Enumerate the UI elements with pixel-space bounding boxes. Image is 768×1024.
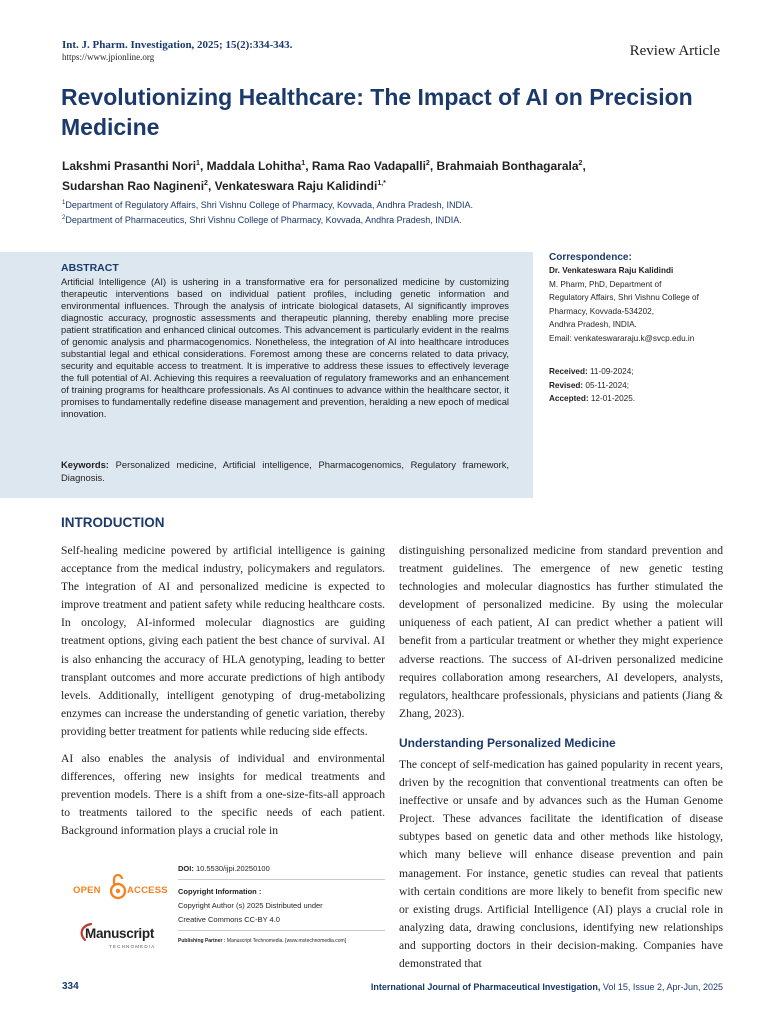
doi-label: DOI: bbox=[178, 864, 194, 873]
date-revised bbox=[549, 379, 739, 393]
affiliation-text: Department of Regulatory Affairs, Shri Vishnu College of Pharmacy, Kovvada, Andhra Pradesh, INDIA. bbox=[65, 200, 474, 210]
affiliation-mark: 2 bbox=[62, 215, 66, 221]
affiliation-item bbox=[62, 197, 702, 212]
author-affiliation-mark: 2 bbox=[204, 180, 208, 187]
copyright-heading: Copyright Information : bbox=[178, 887, 262, 896]
open-access-word: ACCESS bbox=[127, 885, 168, 896]
footer-issue: Vol 15, Issue 2, Apr-Jun, 2025 bbox=[600, 982, 723, 992]
article-title: Revolutionizing Healthcare: The Impact of AI on Precision Medicine bbox=[61, 84, 693, 140]
body-column-right bbox=[399, 542, 723, 973]
abstract-panel bbox=[0, 252, 533, 498]
date-value: 11-09-2024; bbox=[589, 367, 634, 376]
keywords bbox=[61, 459, 509, 484]
publisher-label: Publishing Partner : bbox=[178, 938, 226, 944]
doi-value[interactable]: 10.5530/ijpi.20250100 bbox=[195, 864, 270, 873]
footer-journal-name: International Journal of Pharmaceutical Investigation, bbox=[370, 982, 601, 992]
author-affiliation-mark: 2 bbox=[425, 160, 430, 167]
author-name: Rama Rao Vadapalli bbox=[311, 159, 426, 173]
affiliation-text: Department of Pharmaceutics, Shri Vishnu College of Pharmacy, Kovvada, Andhra Pradesh, INDIA. bbox=[65, 215, 462, 225]
footer-journal-info bbox=[371, 982, 723, 992]
author-name: Brahmaiah Bonthagarala bbox=[436, 159, 579, 173]
divider bbox=[178, 930, 385, 931]
affiliation-item bbox=[62, 212, 702, 227]
publishing-partner bbox=[178, 936, 385, 946]
keywords-label: Keywords: bbox=[61, 459, 109, 470]
date-accepted bbox=[549, 392, 739, 406]
affiliation-list bbox=[62, 197, 702, 227]
correspondence-line: Andhra Pradesh, INDIA. bbox=[549, 320, 637, 330]
copyright-line: Copyright Author (s) 2025 Distributed under bbox=[178, 901, 323, 910]
author-affiliation-mark: 2 bbox=[578, 160, 583, 167]
article-dates bbox=[549, 365, 739, 406]
body-paragraph: AI also enables the analysis of individual and environmental differences, offering new insights for medical treatments and prevention models. There is a shift from a one-size-fits-all approach to treatments tailored to the specific needs of each patient. Background information plays a crucial role in bbox=[61, 752, 385, 838]
author-name: Sudarshan Rao Nagineni bbox=[62, 179, 205, 193]
copyright-text bbox=[178, 899, 385, 927]
author-affiliation-mark: 1 bbox=[196, 160, 200, 167]
affiliation-mark: 1 bbox=[62, 200, 66, 206]
manuscript-logo-subtext: TECHNOMEDIA bbox=[109, 944, 156, 949]
date-value: 12-01-2025. bbox=[590, 394, 636, 404]
manuscript-logo-text: Manuscript bbox=[85, 926, 155, 941]
date-label: Revised: bbox=[549, 380, 584, 390]
correspondence-line: Pharmacy, Kovvada-534202, bbox=[549, 306, 654, 316]
article-type-label: Review Article bbox=[629, 43, 720, 59]
journal-url[interactable]: https://www.jpionline.org bbox=[62, 52, 155, 62]
doi[interactable] bbox=[178, 862, 385, 876]
publisher-text: Manuscript Technomedia. [www.mstechnomedia.com] bbox=[226, 938, 347, 944]
author-name: Lakshmi Prasanthi Nori bbox=[62, 159, 197, 173]
open-access-word: OPEN bbox=[73, 885, 101, 896]
abstract-heading: ABSTRACT bbox=[61, 262, 119, 274]
author-affiliation-mark: 1,* bbox=[377, 180, 386, 187]
correspondence-email[interactable]: Email: venkateswararaju.k@svcp.edu.in bbox=[549, 333, 695, 343]
date-received bbox=[549, 365, 739, 379]
author-affiliation-mark: 1 bbox=[301, 160, 306, 167]
open-access-lock-icon bbox=[110, 872, 126, 900]
author-list: Lakshmi Prasanthi Nori$^1$, Maddala Lohitha$^1$, Rama Rao Vadapalli$^2$, Brahmaiah Bonthagarala$^2$, Sudarshan Rao Nagineni$^2$, Venkateswara Raju Kalidindi$^{1,*}$ bbox=[62, 159, 586, 193]
correspondence-line: M. Pharm, PhD, Department of bbox=[549, 279, 662, 289]
date-label: Received: bbox=[549, 367, 588, 376]
author-name: Venkateswara Raju Kalidindi bbox=[214, 179, 378, 193]
keywords-text: Personalized medicine, Artificial intelligence, Pharmacogenomics, Regulatory framework, Diagnosis. bbox=[61, 459, 509, 483]
correspondence-heading: Correspondence: bbox=[549, 252, 632, 263]
copyright-line: Creative Commons CC-BY 4.0 bbox=[178, 915, 280, 924]
page-number: 334 bbox=[62, 981, 79, 992]
author-name: Maddala Lohitha bbox=[206, 159, 302, 173]
body-paragraph: distinguishing personalized medicine from standard prevention and treatment guidelines. The emergence of new genetic testing technologies and molecular diagnostics has further stimulated the development of personalized medicine. By using the molecular uniqueness of each patient, AI can predict whether a patient will benefit from a particular treatment or whether they might experience adverse reactions. The success of AI-driven personalized medicine requires collaboration among researchers, AI developers, analysts, regulators, healthcare professionals, physicians and patients (Jiang & Zhang, 2023). bbox=[399, 544, 723, 720]
open-access-logo bbox=[73, 872, 168, 908]
correspondence-block bbox=[549, 251, 739, 346]
manuscript-logo bbox=[75, 920, 170, 954]
correspondence-name: Dr. Venkateswara Raju Kalidindi bbox=[549, 266, 674, 275]
date-value: 05-11-2024; bbox=[585, 380, 629, 390]
section-subheading: Understanding Personalized Medicine bbox=[399, 735, 616, 750]
body-column-left bbox=[61, 542, 385, 841]
date-label: Accepted: bbox=[549, 394, 589, 404]
body-paragraph: Self-healing medicine powered by artificial intelligence is gaining acceptance from the medical industry, policymakers and regulators. The integration of AI and personalized medicine is expected to improve treatment and patient safety while reducing healthcare costs. In oncology, AI-informed molecular diagnostics are guiding treatment options, giving each patient the best chance of survival. AI is also enhancing the accuracy of HLA genotyping, leading to better transplant outcomes and more accurate predictions of high antibody levels. Additionally, intelligent genotyping of drug-metabolizing enzymes can increase the understanding of genetic variation, thereby providing better treatment for patients while reducing side effects. bbox=[61, 544, 385, 738]
body-paragraph: The concept of self-medication has gained popularity in recent years, driven by the recognition that conventional treatments can often be ineffective or unsafe and by advances such as the Human Genome Project. These advances facilitate the identification of disease subtypes based on genetic data and other methods like histology, which many believe will enhance disease prevention and pain management. For instance, genetic studies can reveal that patients with certain conditions are more likely to benefit from specific new or existing drugs. Artificial Intelligence (AI) plays a crucial role in analyzing data, drawing conclusions, identifying new relationships and supporting doctors in their decision-making. Companies have demonstrated that bbox=[399, 757, 723, 970]
journal-reference: Int. J. Pharm. Investigation, 2025; 15(2):334-343. bbox=[62, 39, 293, 51]
article-info-box bbox=[61, 858, 385, 968]
divider bbox=[178, 879, 385, 880]
correspondence-line: Regulatory Affairs, Shri Vishnu College of bbox=[549, 293, 699, 303]
article-info-details bbox=[178, 862, 385, 946]
introduction-heading: INTRODUCTION bbox=[61, 515, 165, 530]
abstract-text: Artificial Intelligence (AI) is ushering in a transformative era for personalized medicine by customizing therapeutic interventions based on individual patient profiles, including genetic information and environmental influences. Through the analysis of intricate biological datasets, AI significantly improves diagnostic accuracy, prognostic assessments and therapeutic planning, thereby enabling more precise patient stratification and enhanced clinical outcomes. This advancement is particularly evident in the realms of genomic analysis and pharmacogenomics. Nonetheless, the integration of AI into healthcare introduces substantial legal and ethical considerations. Foremost among these are concerns related to data privacy, security and equitable access to treatment. It is imperative to address these issues to effectively leverage the full potential of AI. Achieving this requires a reevaluation of regulatory frameworks and an enhancement of training programs for healthcare professionals. As AI continues to advance within the healthcare sector, it promises to fundamentally redefine disease management and prevention, heralding a new epoch of medical innovation. bbox=[61, 276, 509, 419]
